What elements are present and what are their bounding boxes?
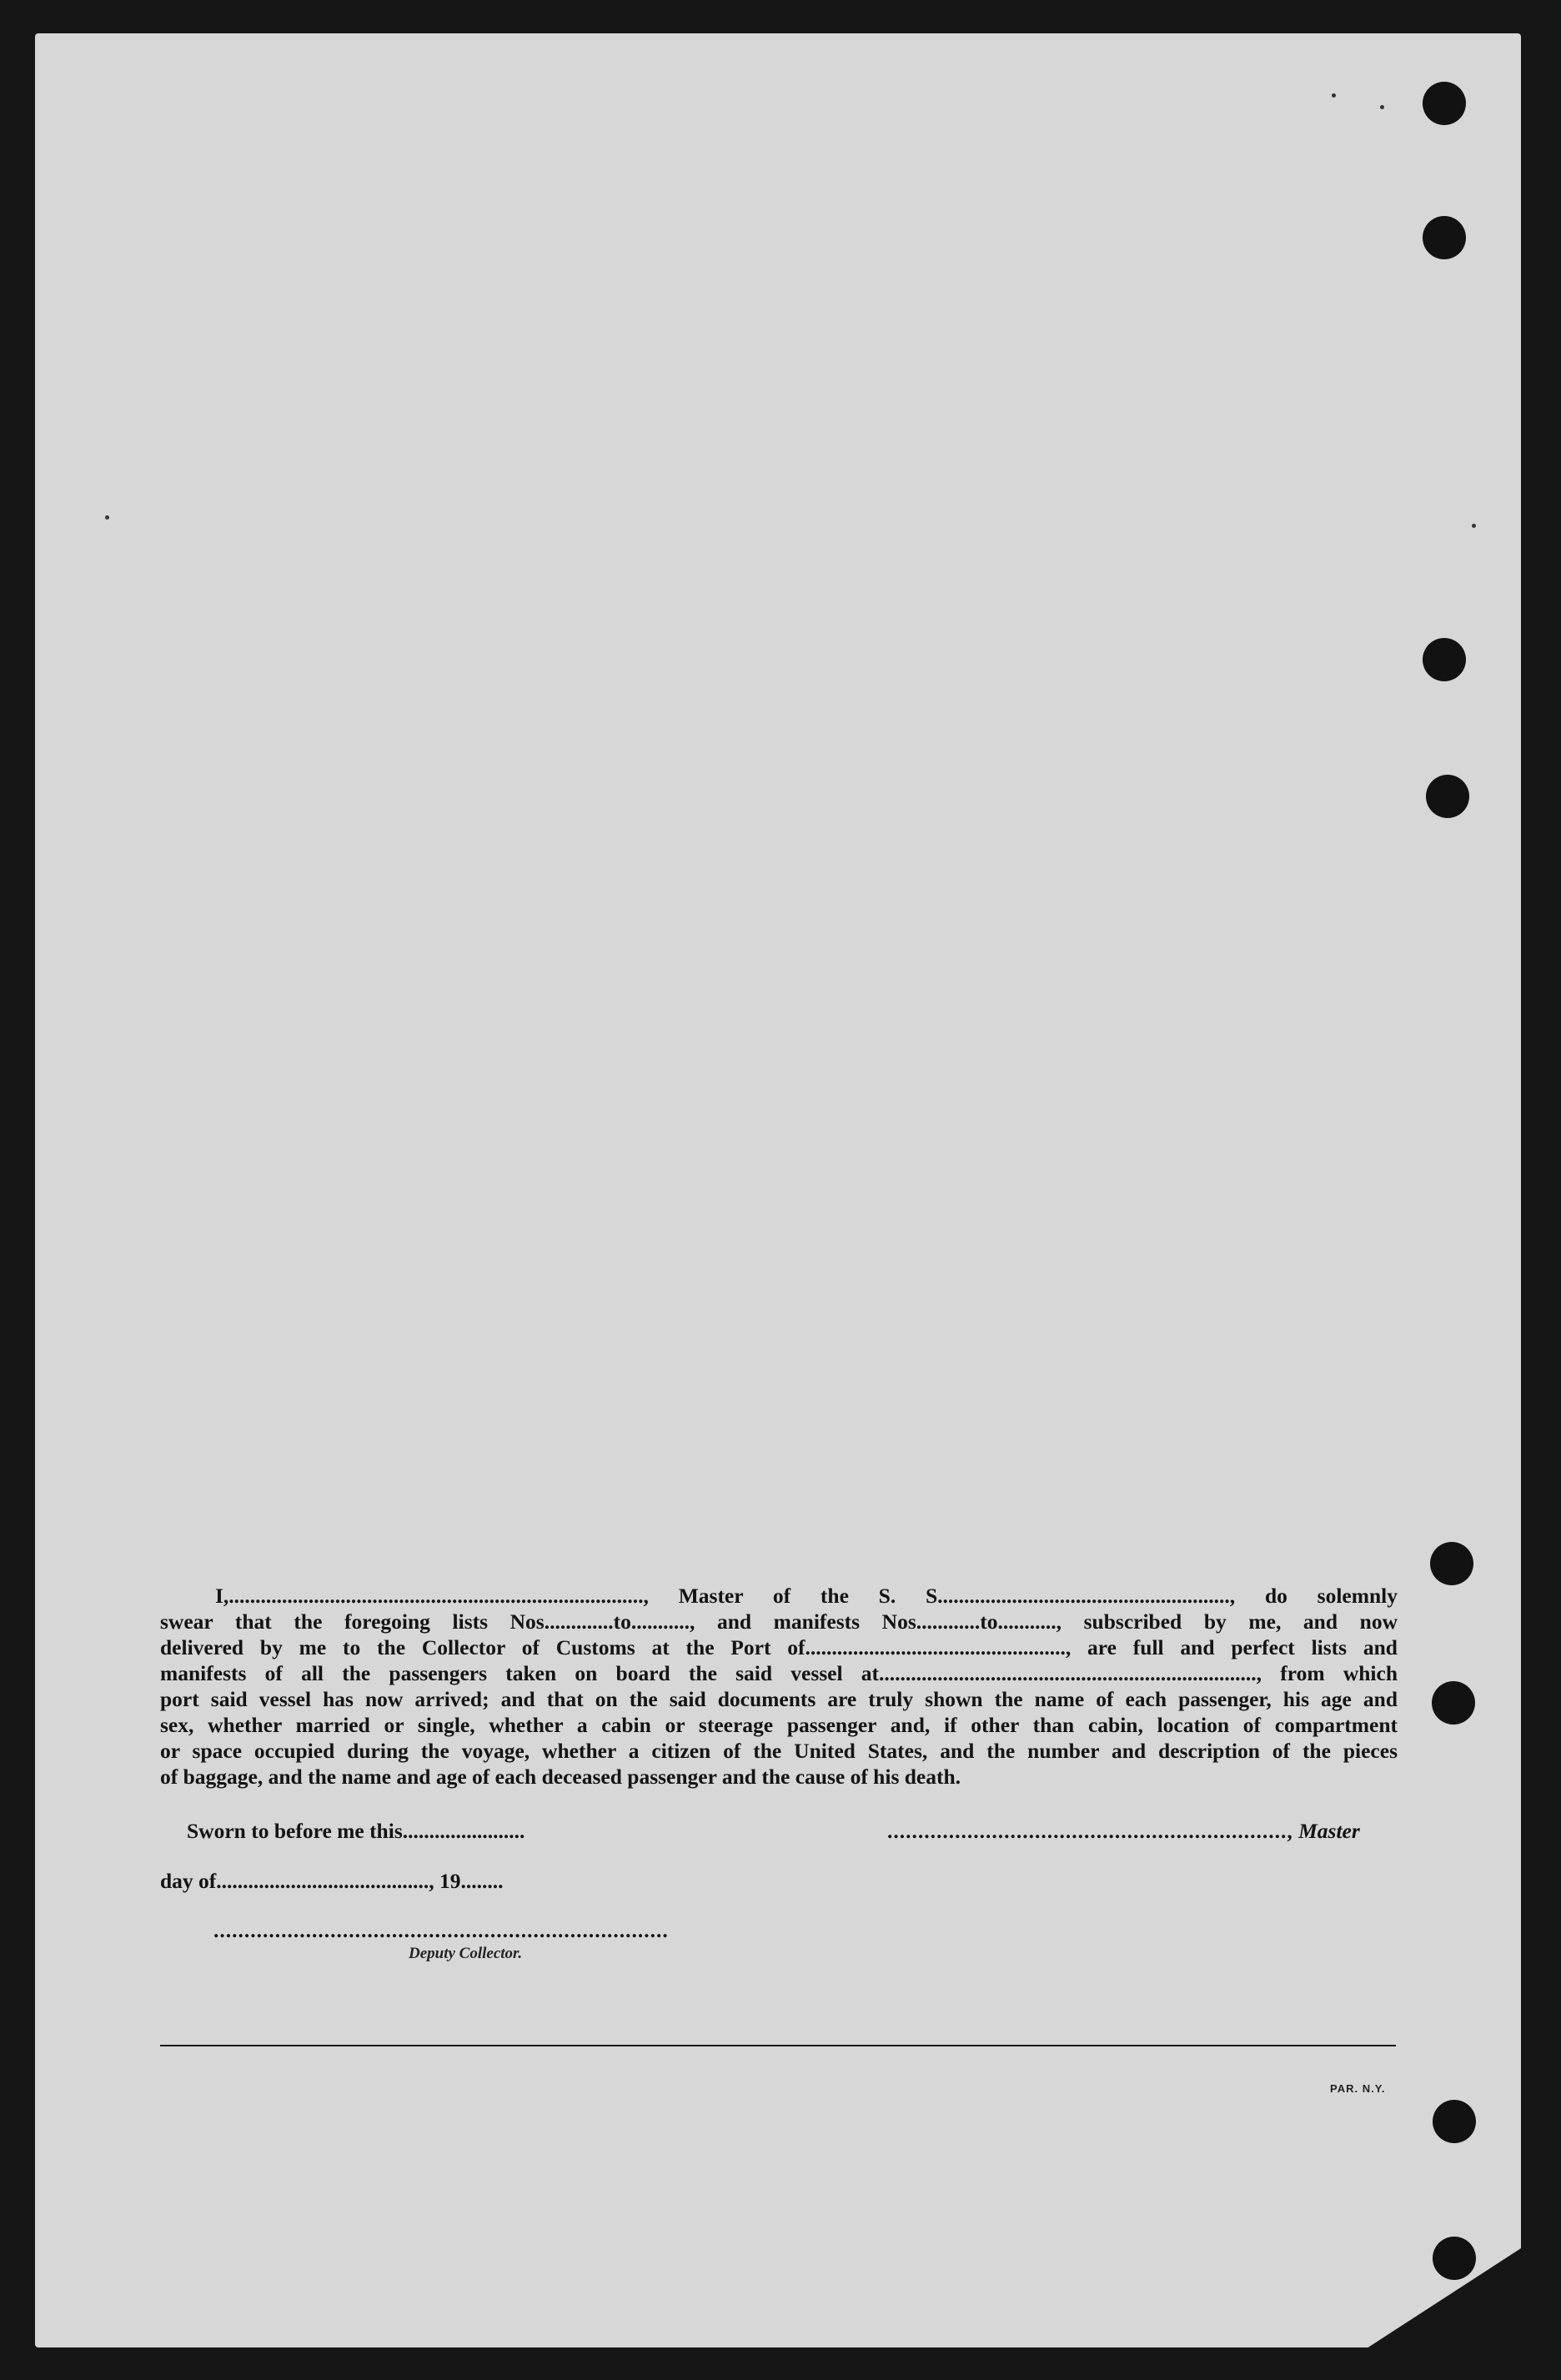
speck xyxy=(105,515,109,520)
oath-line: manifests of all the passengers taken on board the said vessel at......................................................................., from which xyxy=(160,1661,1398,1685)
punch-hole xyxy=(1423,82,1466,125)
document-page xyxy=(35,33,1521,2347)
punch-hole xyxy=(1432,1681,1475,1725)
master-signature-line xyxy=(887,1819,1360,1844)
punch-hole xyxy=(1423,638,1466,681)
punch-hole xyxy=(1423,216,1466,259)
speck xyxy=(1380,105,1384,109)
oath-line: of baggage, and the name and age of each deceased passenger and the cause of his death. xyxy=(160,1765,961,1789)
speck xyxy=(1332,93,1336,98)
punch-hole xyxy=(1426,775,1469,818)
oath-paragraph xyxy=(160,1583,1398,1790)
oath-line: swear that the foregoing lists Nos.............to..........., and manifests Nos............to..........., subscribed by me, and now xyxy=(160,1609,1398,1634)
oath-line: I,.............................................................................., Master of the S. S......................................................., do solemnly xyxy=(215,1584,1398,1608)
deputy-dots: .......................................................................... xyxy=(213,1918,669,1942)
master-label: Master xyxy=(1298,1819,1360,1843)
oath-line: or space occupied during the voyage, whether a citizen of the United States, and the number and description of the pieces xyxy=(160,1739,1398,1763)
sworn-label: Sworn to before me this....................... xyxy=(187,1819,525,1843)
printer-mark: PAR. N.Y. xyxy=(1330,2082,1386,2095)
oath-line: sex, whether married or single, whether a cabin or steerage passenger and, if other than cabin, location of compartment xyxy=(160,1713,1398,1737)
speck xyxy=(1472,524,1476,528)
master-signature-dots: ................................................................., xyxy=(887,1819,1293,1843)
oath-line: delivered by me to the Collector of Customs at the Port of................................................., are full and perfect lists and xyxy=(160,1635,1398,1659)
punch-hole xyxy=(1433,2100,1476,2143)
day-text: day of........................................, 19........ xyxy=(160,1869,504,1893)
deputy-signature-dots xyxy=(213,1918,669,1943)
sworn-text xyxy=(187,1819,525,1844)
deputy-collector-label: Deputy Collector. xyxy=(409,1945,523,1962)
oath-line: port said vessel has now arrived; and that on the said documents are truly shown the name of each passenger, his age and xyxy=(160,1687,1398,1711)
punch-hole xyxy=(1430,1542,1473,1585)
punch-hole xyxy=(1433,2237,1476,2280)
day-line xyxy=(160,1869,504,1894)
divider-rule xyxy=(160,2045,1396,2046)
